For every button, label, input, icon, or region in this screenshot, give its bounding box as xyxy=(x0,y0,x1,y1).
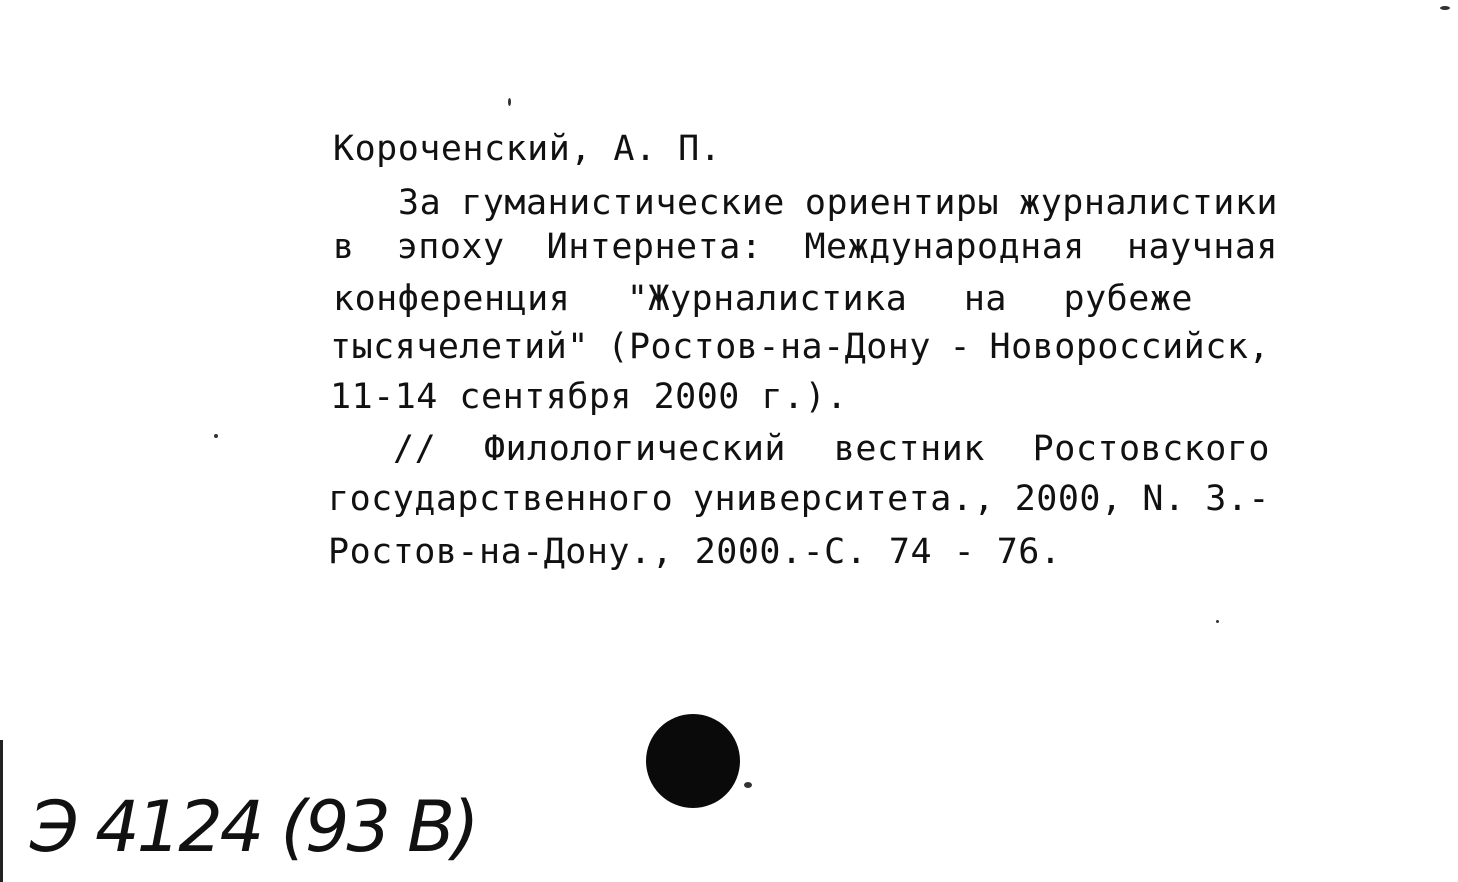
word: Ростов-на-Дону., 2000.-С. 74 - 76. xyxy=(328,532,1062,572)
word: N. xyxy=(1142,479,1186,519)
word: Интернета: xyxy=(546,227,763,267)
scan-speck xyxy=(1216,620,1219,623)
title-line xyxy=(398,183,1278,223)
source-line xyxy=(328,532,1062,572)
title-line xyxy=(330,377,848,417)
title-line xyxy=(330,327,1270,367)
word: научная xyxy=(1126,227,1278,267)
author-heading: Короченский, А. П. xyxy=(333,129,722,169)
word: ориентиры xyxy=(804,183,1000,223)
word: гуманистические xyxy=(461,183,785,223)
word: "Журналистика xyxy=(626,279,908,319)
scan-speck xyxy=(214,434,218,438)
scan-speck xyxy=(1440,6,1450,10)
scan-speck xyxy=(744,782,752,788)
word: конференция xyxy=(333,279,571,319)
title-line xyxy=(333,227,1278,267)
word: вестник xyxy=(833,429,985,469)
word: Филологический xyxy=(483,429,786,469)
source-line xyxy=(393,429,1270,469)
scan-speck xyxy=(508,98,511,106)
word: Новороссийск, xyxy=(989,327,1270,367)
word: университета., xyxy=(692,479,995,519)
source-line xyxy=(328,479,1270,519)
word: 11-14 сентября 2000 г.). xyxy=(330,377,848,417)
word: 3.- xyxy=(1205,479,1270,519)
punch-hole xyxy=(646,714,740,808)
word: Международная xyxy=(804,227,1085,267)
word: За xyxy=(398,183,442,223)
word: в xyxy=(333,227,355,267)
word: государственного xyxy=(328,479,674,519)
word: тысячелетий" xyxy=(330,327,589,367)
title-line xyxy=(333,279,1193,319)
word: на xyxy=(963,279,1007,319)
word: рубеже xyxy=(1063,279,1193,319)
word: эпоху xyxy=(396,227,505,267)
word: (Ростов-на-Дону xyxy=(607,327,931,367)
word: - xyxy=(949,327,972,367)
word: журналистики xyxy=(1019,183,1278,223)
word: 2000, xyxy=(1014,479,1123,519)
word: Ростовского xyxy=(1032,429,1270,469)
shelfmark-handwritten: Э 4124 (93 В) xyxy=(30,786,477,868)
word: // xyxy=(393,429,437,469)
card-edge xyxy=(0,740,3,882)
